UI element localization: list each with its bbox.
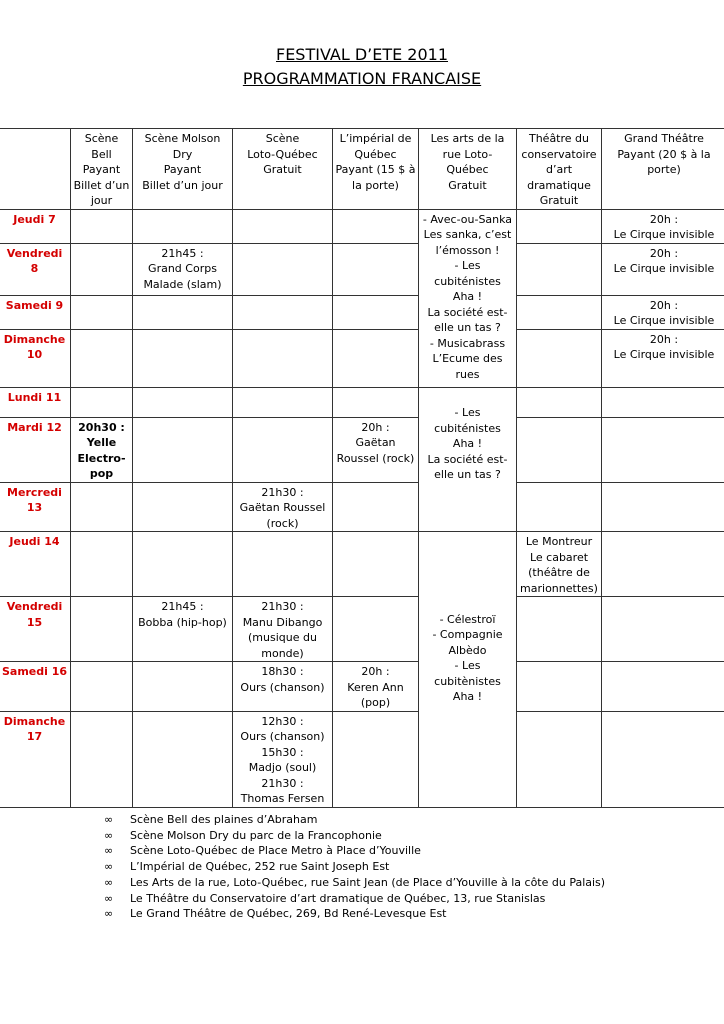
cell-arts-7-10: - Avec-ou-Sanka Les sanka, c’est l’émosson ! - Les cubiténistes Aha ! La société est- elle un tas ? - Musicabrass L’Ecume des rues (419, 209, 517, 387)
cell-empty (517, 597, 602, 662)
day-label: Vendredi 15 (0, 597, 71, 662)
legend-text: Les Arts de la rue, Loto-Québec, rue Saint Jean (de Place d’Youville à la côte du Palais) (130, 875, 606, 889)
cell-empty (602, 417, 724, 482)
cell-empty (71, 329, 133, 387)
cell-empty (133, 662, 233, 712)
cell-theatre-14: Le Montreur Le cabaret (théâtre de marionnettes) (517, 532, 602, 597)
cell-empty (133, 532, 233, 597)
cell-empty (133, 329, 233, 387)
cell-empty (333, 711, 419, 807)
cell-grand-theatre-8: 20h : Le Cirque invisible (602, 243, 724, 295)
cell-empty (133, 295, 233, 329)
cell-empty (333, 532, 419, 597)
cell-empty (233, 387, 333, 417)
legend-text: Scène Molson Dry du parc de la Francophonie (130, 828, 382, 842)
cell-grand-theatre-7: 20h : Le Cirque invisible (602, 209, 724, 243)
cell-empty (233, 295, 333, 329)
cell-empty (233, 243, 333, 295)
header-scene-molson: Scène Molson Dry Payant Billet d’un jour (133, 129, 233, 210)
cell-empty (517, 295, 602, 329)
day-label: Samedi 16 (0, 662, 71, 712)
table-row (0, 711, 724, 807)
day-label: Vendredi 8 (0, 243, 71, 295)
day-label: Mardi 12 (0, 417, 71, 482)
cell-grand-theatre-10: 20h : Le Cirque invisible (602, 329, 724, 387)
cell-empty (133, 417, 233, 482)
cell-empty (517, 711, 602, 807)
cell-empty (233, 417, 333, 482)
day-label: Dimanche 17 (0, 711, 71, 807)
cell-empty (602, 482, 724, 532)
cell-grand-theatre-9: 20h : Le Cirque invisible (602, 295, 724, 329)
cell-empty (602, 711, 724, 807)
cell-loto-17: 12h30 : Ours (chanson) 15h30 : Madjo (soul) 21h30 : Thomas Fersen (233, 711, 333, 807)
cell-empty (333, 295, 419, 329)
header-arts-rue: Les arts de la rue Loto- Québec Gratuit (419, 129, 517, 210)
document-subtitle: PROGRAMMATION FRANCAISE (242, 69, 482, 88)
legend-text: Le Grand Théâtre de Québec, 269, Bd René-Levesque Est (130, 907, 447, 921)
table-row (0, 662, 724, 712)
table-row (0, 209, 724, 243)
header-scene-bell: Scène Bell Payant Billet d’un jour (71, 129, 133, 210)
cell-empty (71, 482, 133, 532)
list-item (104, 906, 605, 922)
header-grand-theatre: Grand Théâtre Payant (20 $ à la porte) (602, 129, 724, 210)
cell-empty (602, 387, 724, 417)
header-scene-loto: Scène Loto-Québec Gratuit (233, 129, 333, 210)
cell-empty (602, 532, 724, 597)
cell-empty (517, 387, 602, 417)
day-label: Jeudi 14 (0, 532, 71, 597)
venue-legend (104, 812, 605, 922)
cell-empty (71, 209, 133, 243)
list-item (104, 828, 605, 844)
table-row (0, 532, 724, 597)
list-item (104, 812, 605, 828)
cell-imperial-16: 20h : Keren Ann (pop) (333, 662, 419, 712)
cell-empty (333, 209, 419, 243)
table-row (0, 597, 724, 662)
cell-empty (233, 329, 333, 387)
infinity-bullet-icon: ∞ (104, 844, 114, 858)
header-theatre-conservatoire: Théâtre du conservatoire d’art dramatique Gratuit (517, 129, 602, 210)
legend-text: Scène Bell des plaines d’Abraham (130, 813, 318, 826)
day-label: Lundi 11 (0, 387, 71, 417)
header-corner (0, 129, 71, 210)
header-row (0, 129, 724, 210)
cell-empty (333, 597, 419, 662)
table-row (0, 243, 724, 295)
cell-loto-13: 21h30 : Gaëtan Roussel (rock) (233, 482, 333, 532)
cell-empty (517, 417, 602, 482)
header-imperial: L’impérial de Québec Payant (15 $ à la porte) (333, 129, 419, 210)
day-label: Dimanche 10 (0, 329, 71, 387)
cell-arts-14-17: - Célestroï - Compagnie Albèdo - Les cubitènistes Aha ! (419, 532, 517, 808)
infinity-bullet-icon: ∞ (104, 907, 114, 921)
day-label: Samedi 9 (0, 295, 71, 329)
cell-empty (71, 662, 133, 712)
table-row (0, 329, 724, 387)
cell-empty (133, 711, 233, 807)
cell-arts-11-13: - Les cubiténistes Aha ! La société est- elle un tas ? (419, 387, 517, 532)
cell-bell-12: 20h30 : Yelle Electro- pop (71, 417, 133, 482)
infinity-bullet-icon: ∞ (104, 813, 114, 826)
cell-empty (71, 243, 133, 295)
cell-empty (71, 295, 133, 329)
cell-empty (233, 209, 333, 243)
cell-empty (333, 482, 419, 532)
list-item (104, 891, 605, 907)
cell-empty (517, 482, 602, 532)
cell-empty (133, 482, 233, 532)
infinity-bullet-icon: ∞ (104, 891, 114, 905)
list-item (104, 843, 605, 859)
table-row (0, 417, 724, 482)
infinity-bullet-icon: ∞ (104, 875, 114, 889)
cell-empty (602, 662, 724, 712)
cell-empty (333, 329, 419, 387)
day-label: Mercredi 13 (0, 482, 71, 532)
cell-empty (333, 243, 419, 295)
cell-molson-8: 21h45 : Grand Corps Malade (slam) (133, 243, 233, 295)
legend-text: L’Impérial de Québec, 252 rue Saint Joseph Est (130, 860, 390, 874)
cell-loto-15: 21h30 : Manu Dibango (musique du monde) (233, 597, 333, 662)
cell-empty (233, 532, 333, 597)
day-label: Jeudi 7 (0, 209, 71, 243)
document-title: FESTIVAL D’ETE 2011 (275, 45, 449, 64)
legend-text: Scène Loto-Québec de Place Metro à Place d’Youville (130, 844, 421, 858)
cell-empty (71, 711, 133, 807)
legend-text: Le Théâtre du Conservatoire d’art dramatique de Québec, 13, rue Stanislas (130, 891, 546, 905)
cell-loto-16: 18h30 : Ours (chanson) (233, 662, 333, 712)
table-row (0, 482, 724, 532)
schedule-table (0, 128, 724, 808)
cell-empty (71, 597, 133, 662)
cell-empty (133, 209, 233, 243)
cell-empty (333, 387, 419, 417)
cell-molson-15: 21h45 : Bobba (hip-hop) (133, 597, 233, 662)
infinity-bullet-icon: ∞ (104, 860, 114, 874)
table-row (0, 387, 724, 417)
infinity-bullet-icon: ∞ (104, 828, 114, 842)
cell-empty (517, 662, 602, 712)
cell-empty (517, 329, 602, 387)
cell-empty (71, 387, 133, 417)
cell-empty (517, 243, 602, 295)
cell-empty (517, 209, 602, 243)
list-item (104, 859, 605, 875)
cell-empty (133, 387, 233, 417)
cell-empty (602, 597, 724, 662)
cell-empty (71, 532, 133, 597)
list-item (104, 875, 605, 891)
cell-imperial-12: 20h : Gaëtan Roussel (rock) (333, 417, 419, 482)
table-row (0, 295, 724, 329)
